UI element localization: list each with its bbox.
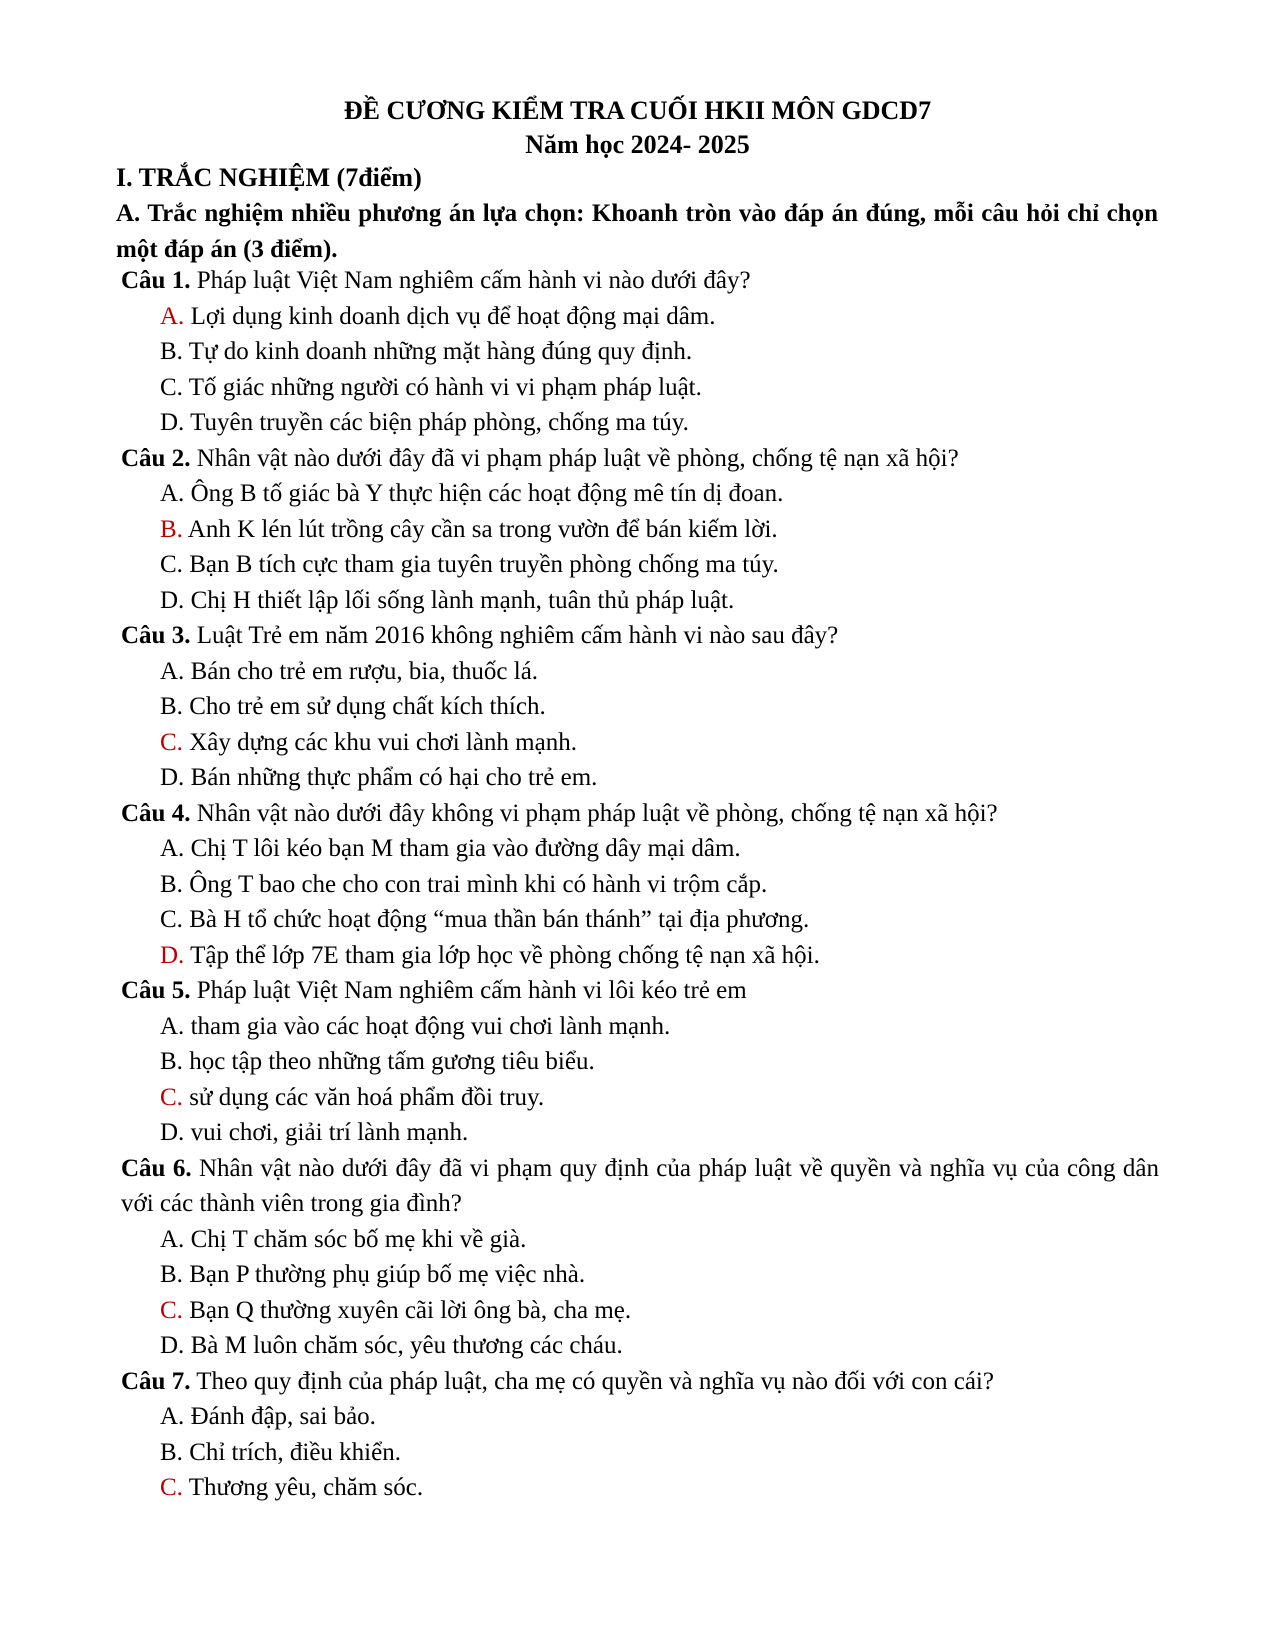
question-text: Theo quy định của pháp luật, cha mẹ có quyền và nghĩa vụ nào đối với con cái? [190, 1367, 994, 1395]
option-letter: D. [160, 764, 185, 791]
question-number: Câu 3. [121, 622, 191, 649]
option-text: Ông T bao che cho con trai mình khi có hành vi trộm cắp. [182, 870, 768, 898]
answer-option[interactable] [160, 760, 1275, 796]
answer-option[interactable] [160, 512, 1275, 548]
answer-option[interactable] [160, 1328, 1275, 1364]
answer-option[interactable] [160, 370, 1275, 406]
question-stem [121, 1151, 1159, 1222]
option-text: Tuyên truyền các biện pháp phòng, chống ma túy. [184, 409, 689, 436]
question-text: Nhân vật nào dưới đây đã vi phạm pháp luật về phòng, chống tệ nạn xã hội? [190, 444, 959, 472]
answer-option[interactable] [160, 1222, 1275, 1258]
answer-option[interactable] [160, 1080, 1275, 1116]
option-text: Bạn P thường phụ giúp bố mẹ việc nhà. [182, 1261, 586, 1288]
question-stem [121, 973, 1159, 1009]
question-stem [121, 796, 1159, 832]
answer-option[interactable] [160, 725, 1275, 761]
option-letter: B. [160, 870, 183, 898]
option-letter: B. [160, 693, 183, 720]
answer-option[interactable] [160, 334, 1275, 370]
option-text: Bán những thực phẩm có hại cho trẻ em. [184, 764, 598, 791]
question-text: Luật Trẻ em năm 2016 không nghiêm cấm hành vi nào sau đây? [190, 622, 839, 649]
question-stem [121, 441, 1159, 477]
question-stem [121, 618, 1159, 654]
option-letter: B. [160, 1438, 183, 1466]
option-letter: A. [160, 835, 185, 862]
option-text: Chỉ trích, điều khiển. [182, 1438, 401, 1466]
subsection-instructions: A. Trắc nghiệm nhiều phương án lựa chọn: Khoanh tròn vào đáp án đúng, mỗi câu hỏi chỉ chọn một đáp án (3 điểm). [116, 200, 1158, 263]
answer-option[interactable] [160, 1257, 1275, 1293]
option-letter: A. [160, 480, 185, 507]
option-letter: D. [160, 1119, 185, 1146]
answer-option[interactable] [160, 831, 1275, 867]
answer-option[interactable] [160, 1115, 1275, 1151]
question-stem [121, 263, 1159, 299]
answer-option[interactable] [160, 299, 1275, 335]
answer-option[interactable] [160, 476, 1275, 512]
answer-option[interactable] [160, 1293, 1275, 1329]
question-text: Nhân vật nào dưới đây đã vi phạm quy định của pháp luật về quyền và nghĩa vụ của công dân với các thành viên trong gia đình? [121, 1154, 1160, 1217]
option-text: sử dụng các văn hoá phẩm đồi truy. [182, 1083, 545, 1111]
option-letter: D. [160, 586, 185, 614]
option-letter: D. [160, 1332, 185, 1359]
option-text: Bà M luôn chăm sóc, yêu thương các cháu. [184, 1332, 623, 1359]
question-list [0, 263, 1275, 1506]
question-text: Pháp luật Việt Nam nghiêm cấm hành vi lôi kéo trẻ em [190, 977, 747, 1004]
answer-option[interactable] [160, 902, 1275, 938]
option-text: Bán cho trẻ em rượu, bia, thuốc lá. [184, 657, 539, 685]
option-letter: C. [160, 1296, 183, 1324]
option-text: Thương yêu, chăm sóc. [182, 1474, 424, 1501]
answer-option[interactable] [160, 1399, 1275, 1435]
option-letter: B. [160, 338, 183, 365]
option-text: Bà H tổ chức hoạt động “mua thần bán thánh” tại địa phương. [182, 906, 810, 933]
answer-option[interactable] [160, 938, 1275, 974]
answer-option[interactable] [160, 405, 1275, 441]
option-letter: C. [160, 551, 183, 578]
option-text: Đánh đập, sai bảo. [184, 1403, 376, 1430]
option-text: Bạn Q thường xuyên cãi lời ông bà, cha mẹ. [182, 1296, 632, 1324]
option-letter: C. [160, 1474, 183, 1501]
answer-option[interactable] [160, 1435, 1275, 1471]
option-text: tham gia vào các hoạt động vui chơi lành mạnh. [184, 1012, 671, 1040]
option-text: Bạn B tích cực tham gia tuyên truyền phòng chống ma túy. [182, 551, 779, 578]
answer-option[interactable] [160, 547, 1275, 583]
option-letter: C. [160, 906, 183, 933]
option-text: Chị T chăm sóc bố mẹ khi về già. [184, 1225, 527, 1253]
option-letter: A. [160, 302, 185, 330]
option-letter: A. [160, 1012, 185, 1040]
option-letter: B. [160, 1261, 183, 1288]
question-number: Câu 4. [121, 799, 191, 827]
answer-option[interactable] [160, 867, 1275, 903]
option-letter: B. [160, 515, 183, 543]
option-text: Lợi dụng kinh doanh dịch vụ để hoạt động mại dâm. [184, 302, 716, 330]
option-letter: C. [160, 728, 183, 756]
document-title: ĐỀ CƯƠNG KIỂM TRA CUỐI HKII MÔN GDCD7 [343, 96, 932, 125]
question-stem [121, 1364, 1159, 1400]
section-heading: I. TRẮC NGHIỆM (7điểm) [116, 163, 422, 192]
question-number: Câu 6. [121, 1154, 192, 1182]
option-letter: A. [160, 1403, 185, 1430]
question-number: Câu 1. [121, 267, 191, 294]
option-text: Chị T lôi kéo bạn M tham gia vào đường dây mại dâm. [184, 835, 741, 862]
option-text: Tố giác những người có hành vi vi phạm pháp luật. [182, 373, 702, 401]
option-letter: A. [160, 1225, 185, 1253]
answer-option[interactable] [160, 1470, 1275, 1506]
option-letter: A. [160, 657, 185, 685]
option-letter: B. [160, 1048, 183, 1075]
option-letter: D. [160, 409, 185, 436]
question-text: Pháp luật Việt Nam nghiêm cấm hành vi nào dưới đây? [190, 267, 751, 294]
answer-option[interactable] [160, 583, 1275, 619]
answer-option[interactable] [160, 654, 1275, 690]
option-text: Chị H thiết lập lối sống lành mạnh, tuân thủ pháp luật. [184, 586, 735, 614]
option-text: Tập thể lớp 7E tham gia lớp học về phòng chống tệ nạn xã hội. [184, 941, 820, 969]
answer-option[interactable] [160, 689, 1275, 725]
option-letter: C. [160, 373, 183, 401]
school-year: Năm học 2024- 2025 [525, 130, 750, 159]
option-text: Cho trẻ em sử dụng chất kích thích. [182, 693, 546, 720]
option-text: Anh K lén lút trồng cây cần sa trong vườn để bán kiếm lời. [182, 515, 778, 543]
option-letter: D. [160, 941, 185, 969]
option-text: Tự do kinh doanh những mặt hàng đúng quy định. [182, 338, 693, 365]
answer-option[interactable] [160, 1009, 1275, 1045]
answer-option[interactable] [160, 1044, 1275, 1080]
option-letter: C. [160, 1083, 183, 1111]
question-text: Nhân vật nào dưới đây không vi phạm pháp luật về phòng, chống tệ nạn xã hội? [190, 799, 998, 827]
question-number: Câu 7. [121, 1367, 191, 1395]
option-text: Ông B tố giác bà Y thực hiện các hoạt động mê tín dị đoan. [184, 480, 784, 507]
question-number: Câu 5. [121, 977, 191, 1004]
option-text: vui chơi, giải trí lành mạnh. [184, 1119, 469, 1146]
question-number: Câu 2. [121, 444, 191, 472]
option-text: Xây dựng các khu vui chơi lành mạnh. [182, 728, 577, 756]
option-text: học tập theo những tấm gương tiêu biểu. [182, 1048, 595, 1075]
